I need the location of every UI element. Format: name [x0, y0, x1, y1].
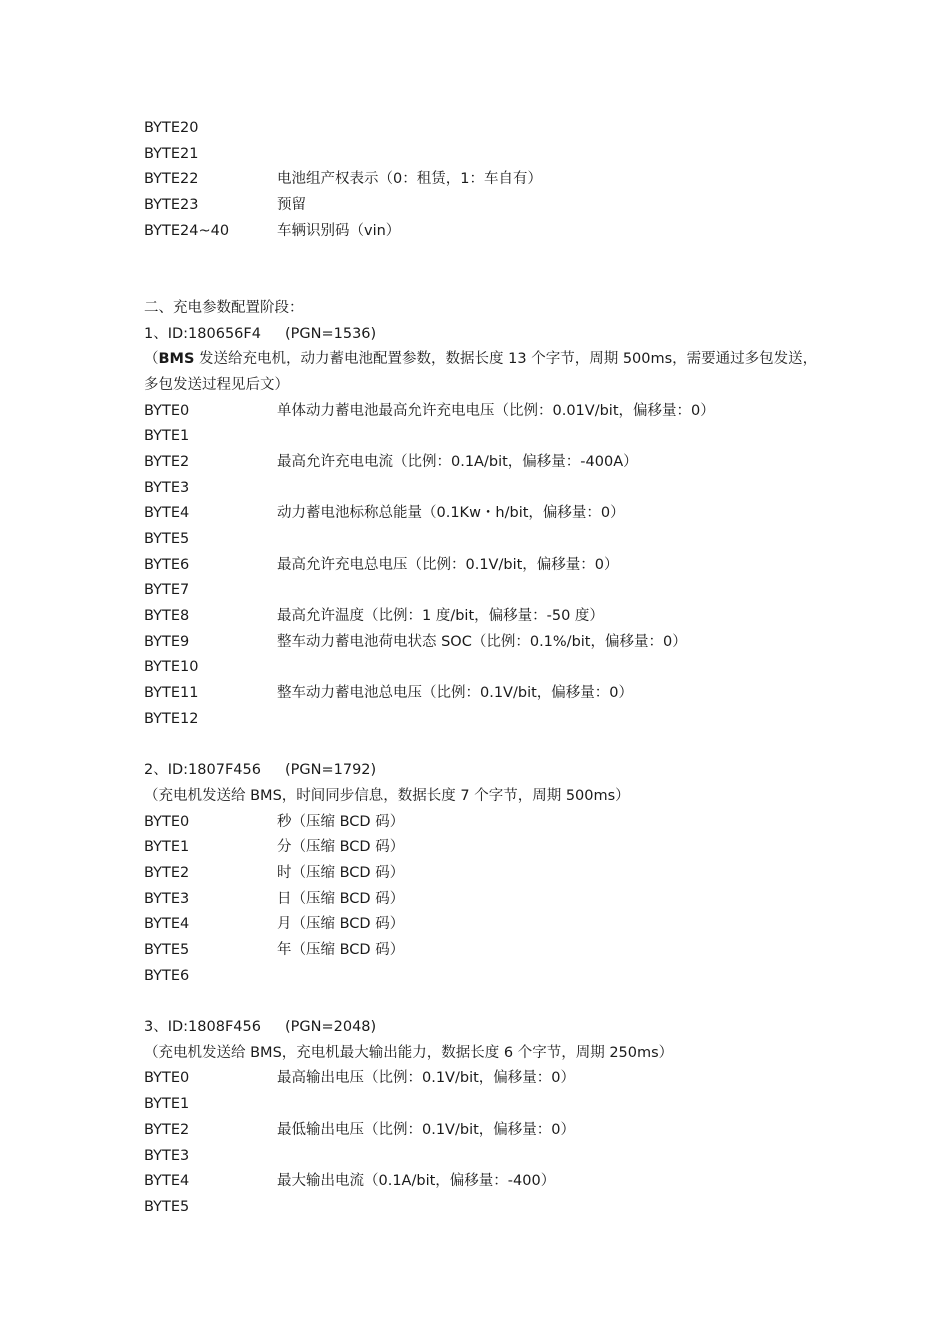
byte-row	[144, 116, 824, 142]
byte-label: BYTE6	[144, 967, 190, 984]
byte-description: 最低输出电压（比例：0.1V/bit，偏移量：0）	[277, 1121, 576, 1138]
byte-label: BYTE0	[144, 1070, 190, 1087]
byte-label: BYTE0	[144, 402, 190, 419]
byte-label: BYTE8	[144, 608, 190, 625]
byte-label: BYTE20	[144, 120, 199, 136]
byte-label: BYTE1	[144, 1096, 190, 1113]
byte-row	[144, 1144, 824, 1170]
message-heading	[144, 758, 824, 784]
byte-description: 最高允许温度（比例：1 度/bit，偏移量：-50 度）	[277, 608, 604, 625]
message-pgn: (PGN=2048)	[284, 1019, 377, 1036]
byte-row	[144, 1169, 824, 1195]
byte-label: BYTE0	[144, 813, 190, 830]
note-bold: BMS	[158, 351, 195, 368]
byte-row	[144, 835, 824, 861]
byte-label: BYTE24~40	[144, 222, 230, 239]
byte-row	[144, 1118, 824, 1144]
byte-label: BYTE2	[144, 1121, 190, 1138]
note-text: 发送给充电机，动力蓄电池配置参数，数据长度 13 个字节，周期 500ms，需要通过多包发送，多包发送过程见后文）	[144, 351, 818, 393]
byte-label: BYTE2	[144, 864, 190, 881]
byte-label: BYTE22	[144, 171, 199, 188]
document-page	[144, 116, 824, 1221]
byte-label: BYTE1	[144, 839, 190, 856]
byte-row	[144, 193, 824, 219]
message-note	[144, 347, 824, 398]
byte-row	[144, 450, 824, 476]
byte-row	[144, 527, 824, 553]
byte-label: BYTE3	[144, 479, 190, 496]
message-block-1	[144, 322, 824, 733]
byte-description: 月（压缩 BCD 码）	[277, 916, 405, 933]
byte-label: BYTE1	[144, 428, 190, 445]
message-note: （充电机发送给 BMS，时间同步信息，数据长度 7 个字节，周期 500ms）	[144, 787, 630, 804]
byte-row	[144, 501, 824, 527]
byte-row	[144, 219, 824, 245]
byte-row	[144, 424, 824, 450]
byte-row	[144, 912, 824, 938]
section-title: 二、充电参数配置阶段：	[144, 299, 304, 316]
byte-row	[144, 810, 824, 836]
byte-description: 年（压缩 BCD 码）	[277, 942, 405, 959]
byte-row	[144, 1092, 824, 1118]
byte-description: 预留	[277, 197, 306, 214]
byte-row	[144, 167, 824, 193]
byte-description: 最高允许充电电流（比例：0.1A/bit，偏移量：-400A）	[277, 453, 638, 470]
byte-row	[144, 1066, 824, 1092]
byte-label: BYTE6	[144, 556, 190, 573]
byte-label: BYTE10	[144, 659, 199, 676]
message-pgn: (PGN=1792)	[284, 762, 377, 779]
byte-description: 整车动力蓄电池总电压（比例：0.1V/bit，偏移量：0）	[277, 685, 634, 702]
byte-row	[144, 938, 824, 964]
byte-row	[144, 630, 824, 656]
message-heading	[144, 1015, 824, 1041]
message-id: 3、ID:1808F456	[144, 1019, 261, 1036]
byte-description: 秒（压缩 BCD 码）	[277, 813, 405, 830]
message-id: 2、ID:1807F456	[144, 762, 261, 779]
byte-row	[144, 553, 824, 579]
byte-label: BYTE3	[144, 1147, 190, 1164]
message-block-3	[144, 1015, 824, 1221]
byte-row	[144, 604, 824, 630]
byte-label: BYTE3	[144, 890, 190, 907]
byte-label: BYTE2	[144, 453, 190, 470]
byte-description: 整车动力蓄电池荷电状态 SOC（比例：0.1%/bit，偏移量：0）	[277, 633, 687, 650]
message-note: （充电机发送给 BMS，充电机最大输出能力，数据长度 6 个字节，周期 250ms）	[144, 1044, 674, 1061]
message-block-2	[144, 758, 824, 989]
byte-label: BYTE4	[144, 916, 190, 933]
byte-description: 电池组产权表示（0：租赁，1：车自有）	[277, 171, 542, 188]
byte-label: BYTE21	[144, 145, 199, 162]
byte-label: BYTE9	[144, 633, 190, 650]
byte-description: 动力蓄电池标称总能量（0.1Kw・h/bit，偏移量：0）	[277, 505, 625, 522]
byte-row	[144, 655, 824, 681]
byte-description: 最大输出电流（0.1A/bit，偏移量：-400）	[277, 1173, 556, 1190]
byte-row	[144, 887, 824, 913]
byte-label: BYTE5	[144, 1198, 190, 1215]
byte-row	[144, 476, 824, 502]
byte-row	[144, 964, 824, 990]
byte-description: 单体动力蓄电池最高允许充电电压（比例：0.01V/bit，偏移量：0）	[277, 402, 715, 419]
byte-description: 最高输出电压（比例：0.1V/bit，偏移量：0）	[277, 1070, 576, 1087]
byte-label: BYTE12	[144, 710, 199, 727]
byte-label: BYTE5	[144, 531, 190, 548]
byte-description: 最高允许充电总电压（比例：0.1V/bit，偏移量：0）	[277, 556, 619, 573]
byte-row	[144, 707, 824, 733]
byte-row	[144, 681, 824, 707]
byte-row	[144, 1195, 824, 1221]
byte-row	[144, 142, 824, 168]
byte-description: 分（压缩 BCD 码）	[277, 839, 405, 856]
message-id: 1、ID:180656F4	[144, 325, 261, 342]
byte-description: 时（压缩 BCD 码）	[277, 864, 405, 881]
byte-description: 日（压缩 BCD 码）	[277, 890, 405, 907]
byte-row	[144, 861, 824, 887]
byte-description: 车辆识别码（vin）	[277, 222, 401, 239]
byte-label: BYTE4	[144, 505, 190, 522]
byte-label: BYTE7	[144, 582, 190, 599]
byte-label: BYTE5	[144, 942, 190, 959]
byte-label: BYTE23	[144, 197, 199, 214]
byte-row	[144, 578, 824, 604]
byte-label: BYTE11	[144, 685, 199, 702]
top-byte-list	[144, 116, 824, 244]
note-open: （	[144, 351, 159, 368]
byte-label: BYTE4	[144, 1173, 190, 1190]
message-heading	[144, 322, 824, 348]
message-pgn: (PGN=1536)	[284, 325, 377, 342]
byte-row	[144, 399, 824, 425]
